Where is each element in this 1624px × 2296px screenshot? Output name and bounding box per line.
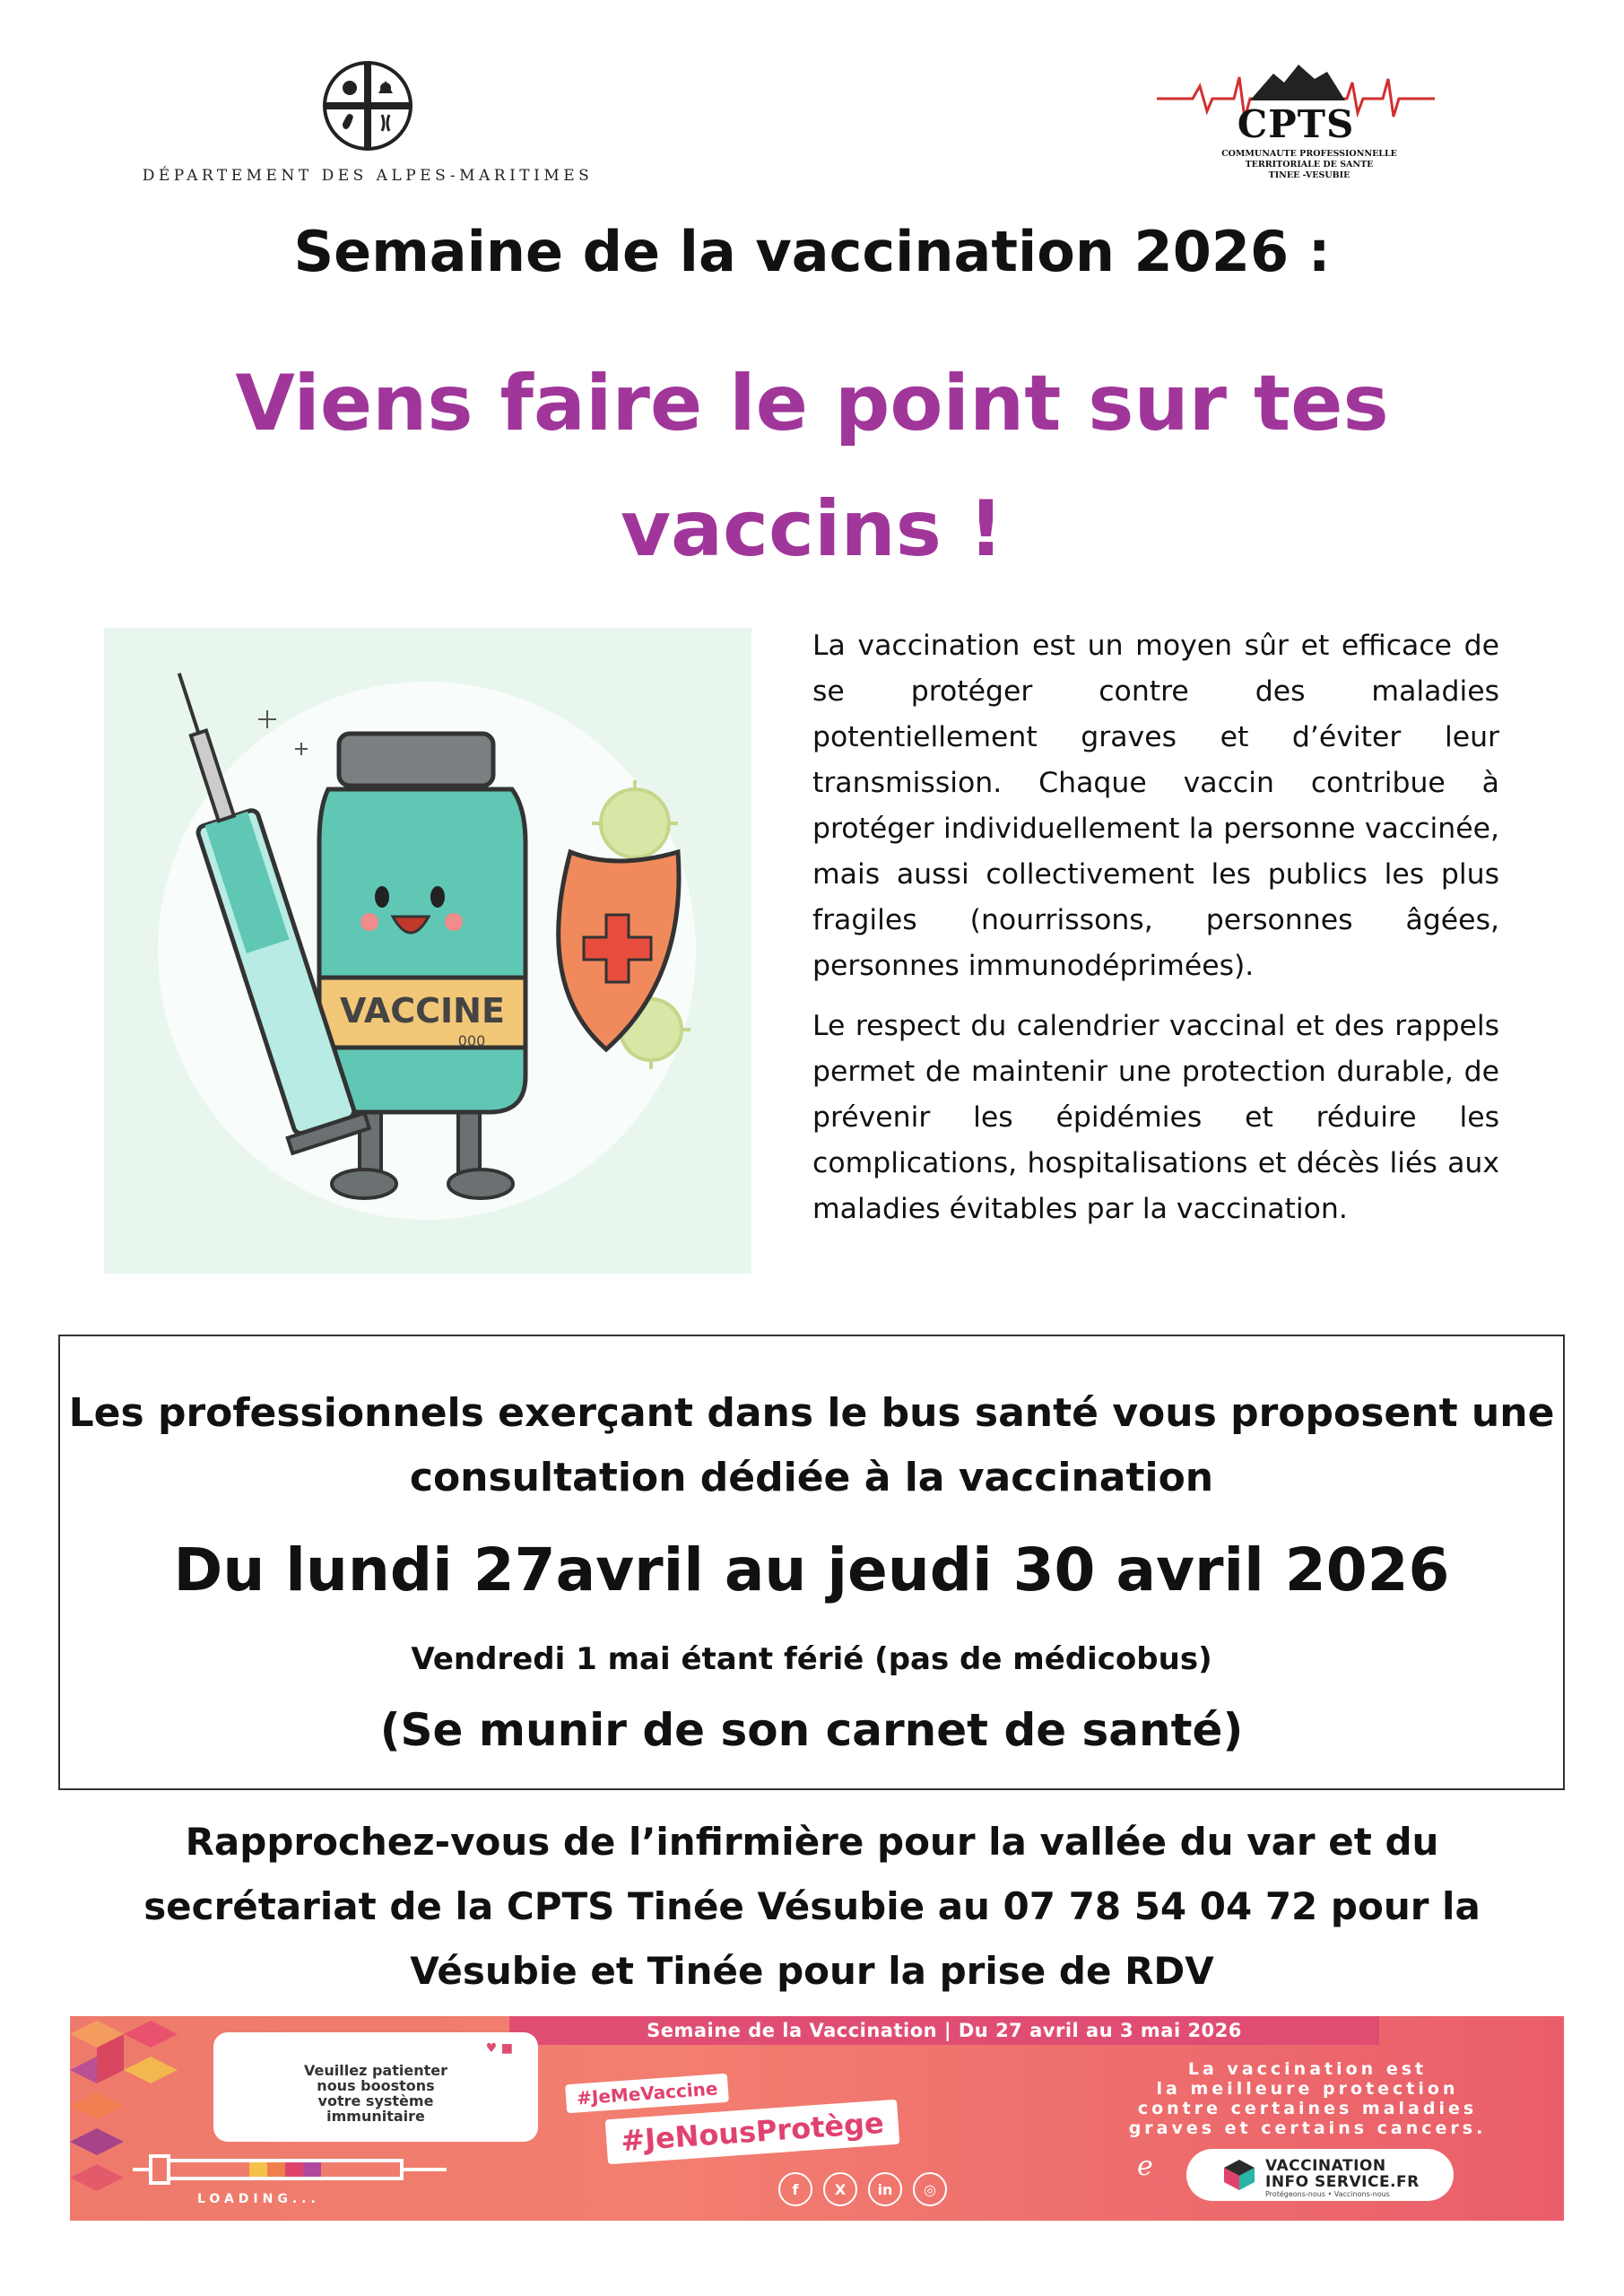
vaccination-message-line: la meilleure protection — [1156, 2079, 1459, 2099]
contact-line: Vésubie et Tinée pour la prise de RDV — [410, 1949, 1214, 1993]
bubble-line: nous boostons — [317, 2077, 435, 2094]
bring-health-record-note: (Se munir de son carnet de santé) — [379, 1704, 1244, 1756]
department-emblem-icon — [321, 59, 414, 152]
contact-line: Rapprochez-vous de l’infirmière pour la vallée du var et du — [185, 1820, 1439, 1864]
vaccination-message-line: contre certaines maladies — [1137, 2099, 1478, 2118]
facebook-icon[interactable]: f — [778, 2172, 812, 2206]
vis-name-line: INFO SERVICE.FR — [1265, 2173, 1420, 2191]
bubble-text — [213, 2063, 538, 2124]
bubble-line: immunitaire — [326, 2108, 425, 2125]
bottle-label: VACCINE — [340, 991, 505, 1031]
cpts-subtitle-line: TINEE -VESUBIE — [1268, 170, 1350, 180]
cpts-name: CPTS — [1237, 102, 1355, 146]
x-icon[interactable]: X — [823, 2172, 857, 2206]
loading-bubble — [213, 2032, 538, 2142]
vis-tagline: Protégeons-nous • Vaccinons-nous — [1265, 2190, 1390, 2198]
contact-line: secrétariat de la CPTS Tinée Vésubie au 07 78 54 04 72 pour la — [143, 1884, 1481, 1928]
vaccination-message-line: La vaccination est — [1187, 2059, 1428, 2079]
cpts-subtitle-line: TERRITORIALE DE SANTE — [1245, 160, 1374, 170]
bubble-line: Veuillez patienter — [304, 2062, 447, 2079]
cpts-subtitle — [1193, 149, 1426, 181]
headline — [90, 341, 1534, 592]
consultation-dates: Du lundi 27avril au jeudi 30 avril 2026 — [173, 1535, 1450, 1605]
page-title: Semaine de la vaccination 2026 : — [293, 219, 1331, 284]
bottle-label-sub: 000 — [457, 1032, 486, 1049]
social-icons — [778, 2172, 947, 2206]
headline-line: vaccins ! — [620, 484, 1004, 574]
vis-name-line: VACCINATION — [1265, 2157, 1386, 2175]
heart-icon: ♥ ■ — [485, 2041, 513, 2056]
swirl-icon: ℯ — [1137, 2151, 1153, 2182]
intro-text — [812, 623, 1499, 1232]
consultation-lead-line: consultation dédiée à la vaccination — [409, 1455, 1214, 1500]
contact-text — [54, 1810, 1570, 2004]
hashtag-jenousprotege: #JeNousProtège — [605, 2100, 900, 2165]
linkedin-icon[interactable]: in — [868, 2172, 902, 2206]
holiday-note: Vendredi 1 mai étant férié (pas de médicobus) — [411, 1641, 1212, 1677]
department-logo — [126, 59, 610, 194]
vaccine-character-icon — [104, 628, 751, 1274]
cube-logo-icon — [1222, 2158, 1256, 2192]
cpts-subtitle-line: COMMUNAUTE PROFESSIONNELLE — [1221, 149, 1397, 159]
department-name: DÉPARTEMENT DES ALPES-MARITIMES — [142, 167, 594, 185]
hashtag-jemevaccine: #JeMeVaccine — [565, 2074, 729, 2114]
headline-line: Viens faire le point sur tes — [235, 359, 1389, 448]
vaccination-info-service-logo[interactable] — [1186, 2149, 1454, 2201]
consultation-lead-line: Les professionnels exerçant dans le bus santé vous proposent une — [68, 1390, 1555, 1436]
consultation-box — [58, 1335, 1565, 1790]
consultation-lead — [60, 1381, 1563, 1510]
vaccination-message — [1101, 2059, 1514, 2138]
intro-paragraph: La vaccination est un moyen sûr et efficace de se protéger contre des maladies potentiellement graves et d’éviter leur transmission. Chaque vaccin contribue à protéger individuellement la personne vaccinée, mais aussi collectivement les publics les plus fragiles (nourrissons, personnes âgées, personnes immunodéprimées). — [812, 630, 1499, 982]
bubble-line: votre système — [317, 2092, 434, 2109]
intro-paragraph: Le respect du calendrier vaccinal et des rappels permet de maintenir une protection durable, de prévenir les épidémies et réduire les complications, hospitalisations et décès liés aux maladies évitables par la vaccination. — [812, 1010, 1499, 1225]
vaccine-illustration — [104, 628, 751, 1274]
instagram-icon[interactable]: ◎ — [913, 2172, 947, 2206]
banner-title: Semaine de la Vaccination | Du 27 avril au 3 mai 2026 — [509, 2016, 1379, 2045]
campaign-banner — [70, 2016, 1564, 2221]
loading-label: LOADING... — [197, 2192, 320, 2206]
syringe-loading-icon — [133, 2147, 456, 2192]
cpts-logo — [1157, 59, 1435, 194]
vaccination-message-line: graves et certains cancers. — [1128, 2118, 1487, 2138]
